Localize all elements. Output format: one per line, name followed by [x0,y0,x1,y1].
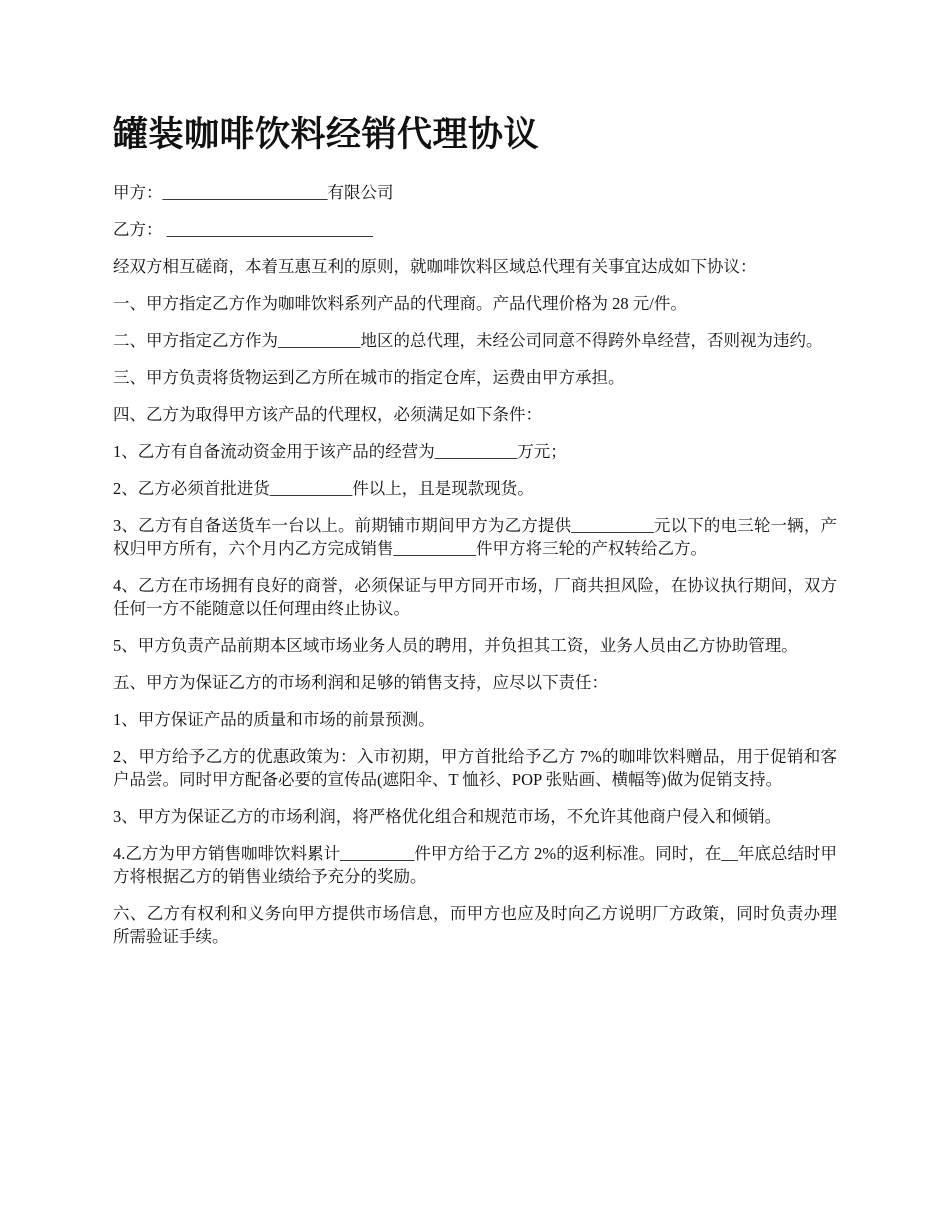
document-title: 罐装咖啡饮料经销代理协议 [113,115,540,154]
party-b-line: 乙方： _________________________ [113,220,373,239]
clause-5-item-2: 2、甲方给予乙方的优惠政策为：入市初期，甲方首批给予乙方 7%的咖啡饮料赠品，用于促销和客户品尝。同时甲方配备必要的宣传品(遮阳伞、T 恤衫、POP 张贴画、横幅等)做为促销支持。 [113,747,837,789]
clause-4-item-5: 5、甲方负责产品前期本区域市场业务人员的聘用，并负担其工资，业务人员由乙方协助管理。 [113,636,798,655]
preamble-paragraph: 经双方相互磋商，本着互惠互利的原则，就咖啡饮料区域总代理有关事宜达成如下协议： [113,257,757,276]
clause-5-item-3: 3、甲方为保证乙方的市场利润，将严格优化组合和规范市场，不允许其他商户侵入和倾销。 [113,807,782,826]
clause-5-heading: 五、甲方为保证乙方的市场利润和足够的销售支持，应尽以下责任： [113,673,608,692]
clause-4-item-4: 4、乙方在市场拥有良好的商誉，必须保证与甲方同开市场，厂商共担风险，在协议执行期间，双方任何一方不能随意以任何理由终止协议。 [113,576,837,618]
clause-5-item-4: 4.乙方为甲方销售咖啡饮料累计_________件甲方给于乙方 2%的返利标准。同时，在__年底总结时甲方将根据乙方的销售业绩给予充分的奖励。 [113,844,837,886]
party-a-line: 甲方：____________________有限公司 [113,183,394,202]
clause-4-item-2: 2、乙方必须首批进货__________件以上，且是现款现货。 [113,479,534,498]
clause-4-item-1: 1、乙方有自备流动资金用于该产品的经营为__________万元； [113,442,567,461]
clause-3: 三、甲方负责将货物运到乙方所在城市的指定仓库，运费由甲方承担。 [113,368,625,387]
clause-1: 一、甲方指定乙方作为咖啡饮料系列产品的代理商。产品代理价格为 28 元/件。 [113,294,687,313]
document-page [113,108,837,962]
clause-6: 六、乙方有权利和义务向甲方提供市场信息，而甲方也应及时向乙方说明厂方政策，同时负责办理所需验证手续。 [113,904,837,946]
clause-2: 二、甲方指定乙方作为__________地区的总代理，未经公司同意不得跨外阜经营，否则视为违约。 [113,331,823,350]
clause-4-heading: 四、乙方为取得甲方该产品的代理权，必须满足如下条件： [113,405,542,424]
clause-4-item-3: 3、乙方有自备送货车一台以上。前期铺市期间甲方为乙方提供__________元以下的电三轮一辆，产权归甲方所有，六个月内乙方完成销售__________件甲方将三轮的产权转给乙方。 [113,516,837,558]
document-body [113,181,837,948]
clause-5-item-1: 1、甲方保证产品的质量和市场的前景预测。 [113,710,435,729]
